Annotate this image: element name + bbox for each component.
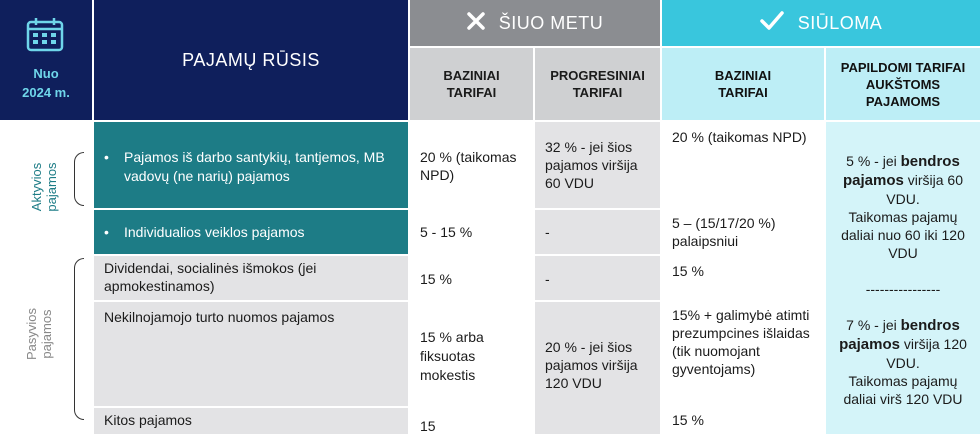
additional-rates-cell <box>826 122 980 434</box>
additional-rate-120: 7 % - jei bendros pajamos viršija 120 VDU. <box>839 317 967 371</box>
row-5-proposed-base: 15 % <box>662 408 824 434</box>
current-title: ŠIUO METU <box>498 12 604 33</box>
row-1-current-progressive: 32 % - jei šios pajamos viršija 60 VDU <box>535 122 660 208</box>
proposed-base-header: BAZINIAI TARIFAI <box>662 48 824 120</box>
additional-note-60: Taikomas pajamų daliai nuo 60 iki 120 VDU <box>841 209 965 261</box>
additional-note-120: Taikomas pajamų daliai virš 120 VDU <box>843 373 963 407</box>
row-1-label: • Pajamos iš darbo santykių, tantjemos, MB vadovų (ne narių) pajamos <box>94 122 408 208</box>
row-5-current-base: 15 <box>410 408 533 434</box>
row-4-label: Nekilnojamojo turto nuomos pajamos <box>94 302 408 406</box>
current-progressive-header: PROGRESINIAI TARIFAI <box>535 48 660 120</box>
date-label <box>0 64 92 102</box>
row-1-current-base: 20 % (taikomas NPD) <box>410 122 533 208</box>
row-3-current-progressive: - <box>535 256 660 300</box>
passive-group-label: Pasyvios pajamos <box>24 307 54 361</box>
row-1-proposed-base: 20 % (taikomas NPD) <box>662 122 824 208</box>
row-4-current-base: 15 % arba fiksuotas mokestis <box>410 302 533 406</box>
close-icon <box>467 12 485 35</box>
income-type-title: PAJAMŲ RŪSIS <box>182 49 320 70</box>
row-2-label: • Individualios veiklos pajamos <box>94 210 408 254</box>
row-4-proposed-base: 15% + galimybė atimti prezumpcines išlaidas (tik nuomojant gyventojams) <box>662 302 824 406</box>
calendar-icon <box>26 18 64 52</box>
bullet-icon: • <box>104 224 109 240</box>
date-label-line1: Nuo <box>33 66 59 81</box>
row-3-current-base: 15 % <box>410 256 533 300</box>
row-2-current-base: 5 - 15 % <box>410 210 533 254</box>
row-5-label: Kitos pajamos <box>94 408 408 434</box>
active-bracket <box>74 152 84 206</box>
row-3-label: Dividendai, socialinės išmokos (jei apmokestinamos) <box>94 256 408 300</box>
row-3-proposed-base: 15 % <box>662 256 824 300</box>
proposed-title: SIŪLOMA <box>797 12 883 33</box>
income-type-header <box>94 0 408 120</box>
row-2-proposed-base: 5 – (15/17/20 %) palaipsniui <box>662 210 824 254</box>
current-base-header: BAZINIAI TARIFAI <box>410 48 533 120</box>
row-4-current-progressive: 20 % - jei šios pajamos viršija 120 VDU <box>535 302 660 434</box>
date-header-cell <box>0 0 92 120</box>
bullet-icon: • <box>104 149 109 165</box>
divider: ---------------- <box>865 281 941 297</box>
proposed-additional-header: PAPILDOMI TARIFAI AUKŠTOMS PAJAMOMS <box>826 48 980 120</box>
passive-bracket <box>74 258 84 420</box>
current-header <box>410 0 660 46</box>
additional-rate-60: 5 % - jei bendros pajamos viršija 60 VDU. <box>843 153 963 207</box>
row-2-current-progressive: - <box>535 210 660 254</box>
date-label-line2: 2024 m. <box>22 85 70 100</box>
proposed-header <box>662 0 980 46</box>
active-group-label: Aktyvios pajamos <box>29 162 59 212</box>
check-icon <box>760 11 784 36</box>
